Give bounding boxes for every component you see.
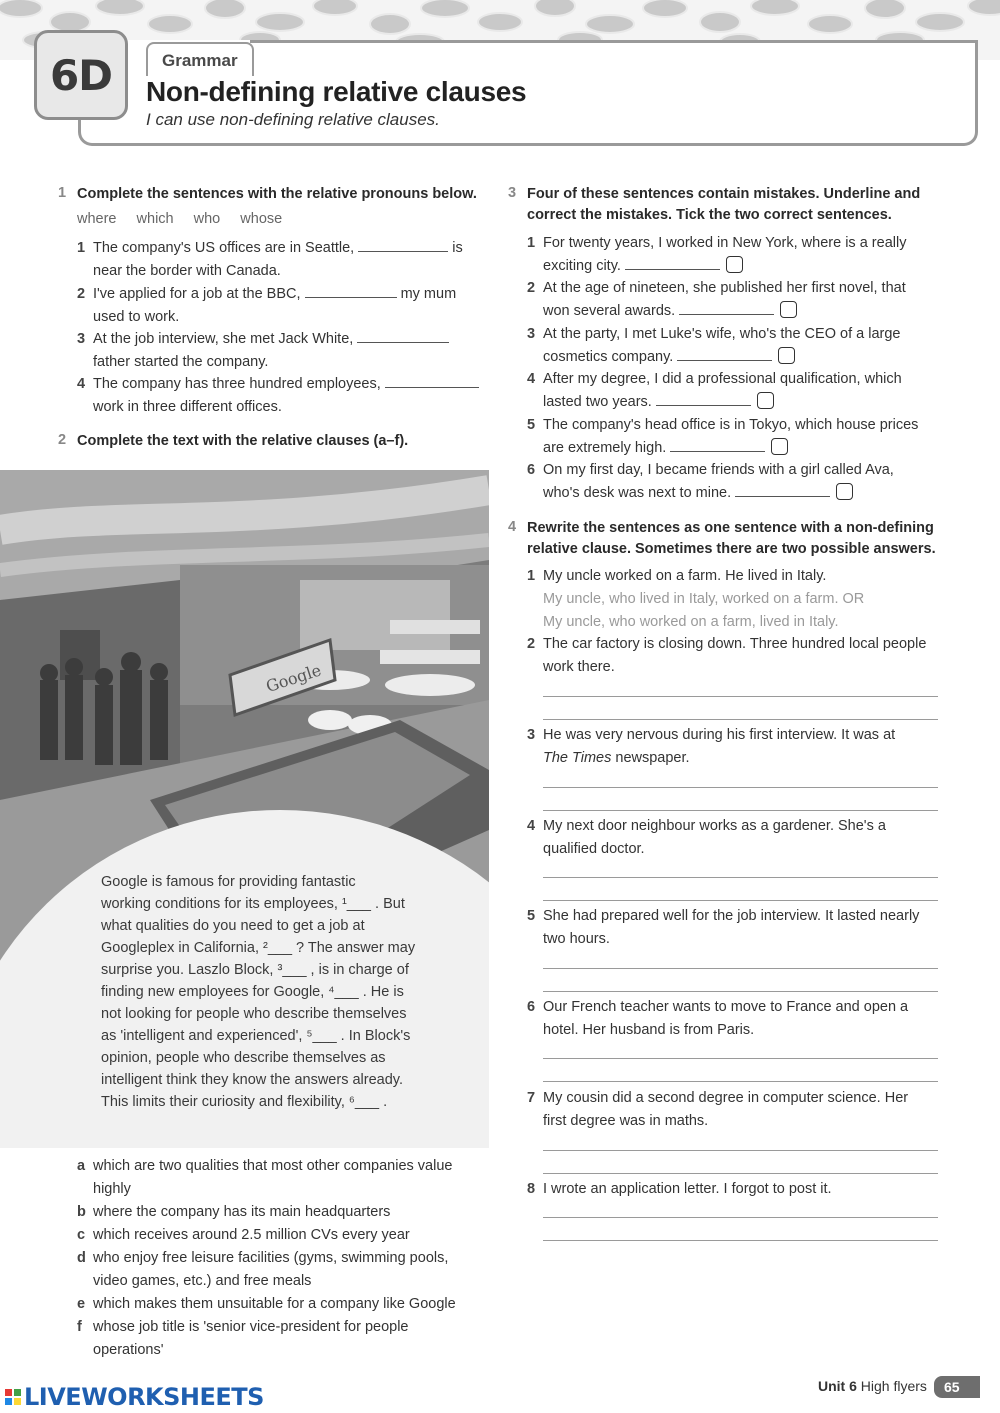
exercise-4-example bbox=[527, 565, 947, 634]
exercise-4-instruction bbox=[527, 518, 936, 560]
item-text: After my degree, I did a professional qualification, which bbox=[543, 371, 902, 387]
exercise-3-item bbox=[527, 277, 947, 323]
brand-name: LIVEWORKSHEETS bbox=[24, 1383, 264, 1411]
item-text: The car factory is closing down. Three hundred local people bbox=[543, 636, 927, 652]
answer-line[interactable] bbox=[543, 1081, 938, 1082]
exercise-3-item bbox=[527, 323, 947, 369]
reading-line: intelligent think they know the answers already. bbox=[101, 1072, 403, 1088]
item-number: 2 bbox=[77, 286, 86, 302]
item-text: exciting city. bbox=[543, 258, 621, 274]
item-number: 4 bbox=[77, 376, 86, 392]
exercise-4-item bbox=[527, 1087, 947, 1133]
answer-line[interactable] bbox=[543, 1150, 938, 1151]
reading-line: what qualities do you need to get a job at bbox=[101, 918, 365, 934]
answer-blank[interactable] bbox=[357, 329, 449, 343]
page-subtitle: I can use non-defining relative clauses. bbox=[146, 110, 440, 129]
item-text: He was very nervous during his first interview. It was at bbox=[543, 727, 896, 743]
answer-line[interactable] bbox=[543, 696, 938, 697]
exercise-4-item bbox=[527, 1178, 947, 1201]
item-text: For twenty years, I worked in New York, where is a really bbox=[543, 235, 907, 251]
header-frame-top bbox=[250, 40, 978, 43]
exercise-1-number: 1 bbox=[58, 185, 67, 201]
item-number: 4 bbox=[527, 818, 536, 834]
clause-option bbox=[77, 1293, 477, 1316]
answer-blank[interactable] bbox=[677, 347, 772, 361]
tick-box[interactable] bbox=[778, 347, 795, 364]
reading-line: Googleplex in California, ²___ ? The answer may bbox=[101, 940, 416, 956]
example-answer: My uncle, who worked on a farm, lived in Italy. bbox=[543, 614, 839, 630]
item-text: I wrote an application letter. I forgot to post it. bbox=[543, 1181, 832, 1197]
item-number: 2 bbox=[527, 280, 536, 296]
instruction-line: Four of these sentences contain mistakes. Underline and bbox=[527, 186, 921, 202]
item-text: work in three different offices. bbox=[93, 399, 282, 415]
clause-options bbox=[77, 1155, 477, 1362]
tick-box[interactable] bbox=[780, 301, 797, 318]
page-title: Non-defining relative clauses bbox=[146, 76, 527, 107]
exercise-4-item bbox=[527, 815, 947, 861]
tick-box[interactable] bbox=[726, 256, 743, 273]
exercise-1-item bbox=[77, 373, 491, 419]
unit-badge: 6D bbox=[34, 30, 128, 120]
option-text: which are two qualities that most other companies value highly bbox=[93, 1158, 453, 1197]
section-tab: Grammar bbox=[146, 42, 254, 76]
item-text: won several awards. bbox=[543, 303, 676, 319]
item-text: cosmetics company. bbox=[543, 349, 674, 365]
word-bank-item: where bbox=[77, 211, 117, 227]
clause-option bbox=[77, 1316, 477, 1362]
item-number: 1 bbox=[527, 568, 536, 584]
answer-line[interactable] bbox=[543, 900, 938, 901]
item-number: 8 bbox=[527, 1181, 536, 1197]
option-text: whose job title is 'senior vice-president for people operations' bbox=[93, 1319, 409, 1358]
option-letter: c bbox=[77, 1227, 86, 1243]
answer-line[interactable] bbox=[543, 787, 938, 788]
liveworksheets-brand[interactable] bbox=[5, 1383, 264, 1411]
item-text: work there. bbox=[543, 659, 615, 675]
option-letter: f bbox=[77, 1319, 82, 1335]
item-text: my mum bbox=[400, 286, 457, 302]
reading-line: as 'intelligent and experienced', ⁵___ . In Block's bbox=[101, 1028, 411, 1044]
item-text: On my first day, I became friends with a girl called Ava, bbox=[543, 462, 894, 478]
page-number: 65 bbox=[934, 1376, 980, 1398]
exercise-1-instruction: Complete the sentences with the relative pronouns below. bbox=[77, 186, 477, 202]
item-number: 3 bbox=[527, 727, 536, 743]
exercise-3-item bbox=[527, 232, 947, 278]
item-text: The company's head office is in Tokyo, which house prices bbox=[543, 417, 919, 433]
item-text: newspaper. bbox=[611, 750, 690, 766]
item-text-italic: The Times bbox=[543, 750, 612, 766]
answer-line[interactable] bbox=[543, 810, 938, 811]
answer-line[interactable] bbox=[543, 1058, 938, 1059]
item-text: near the border with Canada. bbox=[93, 263, 281, 279]
reading-text bbox=[101, 871, 461, 1113]
brand-logo-icon bbox=[5, 1389, 21, 1405]
exercise-2-instruction: Complete the text with the relative clauses (a–f). bbox=[77, 433, 409, 449]
exercise-3-number: 3 bbox=[508, 185, 517, 201]
exercise-1-item bbox=[77, 237, 487, 283]
item-number: 6 bbox=[527, 999, 536, 1015]
exercise-3-item bbox=[527, 368, 947, 414]
word-bank bbox=[77, 211, 296, 227]
item-number: 1 bbox=[527, 235, 536, 251]
item-number: 5 bbox=[527, 908, 536, 924]
option-text: who enjoy free leisure facilities (gyms, swimming pools, video games, etc.) and free meals bbox=[93, 1250, 449, 1289]
example-answer: My uncle, who lived in Italy, worked on a farm. OR bbox=[543, 591, 865, 607]
option-text: which makes them unsuitable for a company like Google bbox=[93, 1296, 456, 1312]
answer-line[interactable] bbox=[543, 991, 938, 992]
word-bank-item: who bbox=[193, 211, 221, 227]
answer-blank[interactable] bbox=[385, 374, 479, 388]
item-text: used to work. bbox=[93, 309, 180, 325]
google-sign-text: Google bbox=[263, 660, 324, 697]
answer-line[interactable] bbox=[543, 877, 938, 878]
clause-option bbox=[77, 1201, 477, 1224]
footer-unit-name: High flyers bbox=[860, 1378, 927, 1394]
item-number: 1 bbox=[77, 240, 86, 256]
item-text: My next door neighbour works as a gardener. She's a bbox=[543, 818, 886, 834]
exercise-3-item bbox=[527, 414, 947, 460]
answer-line[interactable] bbox=[543, 719, 938, 720]
exercise-2-number: 2 bbox=[58, 432, 67, 448]
answer-line[interactable] bbox=[543, 1217, 938, 1218]
reading-line: finding new employees for Google, ⁴___ . He is bbox=[101, 984, 404, 1000]
item-number: 5 bbox=[527, 417, 536, 433]
item-number: 7 bbox=[527, 1090, 536, 1106]
reading-line: opinion, people who describe themselves as bbox=[101, 1050, 386, 1066]
reading-line: surprise you. Laszlo Block, ³___ , is in charge of bbox=[101, 962, 409, 978]
instruction-line: correct the mistakes. Tick the two correct sentences. bbox=[527, 207, 892, 223]
footer-unit bbox=[818, 1378, 927, 1394]
tick-box[interactable] bbox=[757, 392, 774, 409]
word-bank-item: which bbox=[136, 211, 174, 227]
item-text: first degree was in maths. bbox=[543, 1113, 709, 1129]
answer-blank[interactable] bbox=[305, 284, 397, 298]
item-text: qualified doctor. bbox=[543, 841, 645, 857]
reading-line: This limits their curiosity and flexibility, ⁶___ . bbox=[101, 1094, 388, 1110]
reading-line: working conditions for its employees, ¹___ . But bbox=[101, 896, 405, 912]
exercise-4-item bbox=[527, 633, 947, 679]
item-text: She had prepared well for the job interview. It lasted nearly bbox=[543, 908, 920, 924]
item-text: At the job interview, she met Jack White, bbox=[93, 331, 354, 347]
item-text: two hours. bbox=[543, 931, 610, 947]
item-text: who's desk was next to mine. bbox=[543, 485, 732, 501]
item-number: 2 bbox=[527, 636, 536, 652]
tick-box[interactable] bbox=[771, 438, 788, 455]
option-letter: b bbox=[77, 1204, 86, 1220]
item-text: My cousin did a second degree in computer science. Her bbox=[543, 1090, 909, 1106]
item-text: My uncle worked on a farm. He lived in Italy. bbox=[543, 568, 827, 584]
item-number: 3 bbox=[527, 326, 536, 342]
item-text: is bbox=[452, 240, 463, 256]
exercise-4-item bbox=[527, 905, 947, 951]
exercise-1-item bbox=[77, 283, 487, 329]
item-text: The company has three hundred employees, bbox=[93, 376, 381, 392]
tick-box[interactable] bbox=[836, 483, 853, 500]
exercise-3-item bbox=[527, 459, 947, 505]
exercise-4-item bbox=[527, 724, 947, 770]
answer-blank[interactable] bbox=[670, 438, 765, 452]
instruction-line: relative clause. Sometimes there are two possible answers. bbox=[527, 541, 936, 557]
option-letter: a bbox=[77, 1158, 86, 1174]
answer-blank[interactable] bbox=[679, 301, 774, 315]
footer-unit-label: Unit 6 bbox=[818, 1378, 857, 1394]
option-letter: e bbox=[77, 1296, 86, 1312]
word-bank-item: whose bbox=[240, 211, 283, 227]
item-text: At the party, I met Luke's wife, who's the CEO of a large bbox=[543, 326, 901, 342]
answer-blank[interactable] bbox=[625, 256, 720, 270]
item-number: 3 bbox=[77, 331, 86, 347]
item-number: 6 bbox=[527, 462, 536, 478]
exercise-4-number: 4 bbox=[508, 519, 517, 535]
exercise-1-item bbox=[77, 328, 487, 374]
answer-blank[interactable] bbox=[358, 238, 448, 252]
reading-line: not looking for people who describe themselves bbox=[101, 1006, 407, 1022]
item-text: I've applied for a job at the BBC, bbox=[93, 286, 301, 302]
answer-line[interactable] bbox=[543, 1240, 938, 1241]
clause-option bbox=[77, 1155, 477, 1201]
option-text: where the company has its main headquarters bbox=[93, 1204, 391, 1220]
item-text: The company's US offices are in Seattle, bbox=[93, 240, 355, 256]
answer-blank[interactable] bbox=[735, 483, 830, 497]
clause-option bbox=[77, 1247, 477, 1293]
exercise-3-instruction bbox=[527, 184, 920, 226]
item-number: 4 bbox=[527, 371, 536, 387]
answer-blank[interactable] bbox=[656, 392, 751, 406]
answer-line[interactable] bbox=[543, 1173, 938, 1174]
item-text: Our French teacher wants to move to France and open a bbox=[543, 999, 909, 1015]
item-text: father started the company. bbox=[93, 354, 269, 370]
instruction-line: Rewrite the sentences as one sentence with a non-defining bbox=[527, 520, 934, 536]
option-letter: d bbox=[77, 1250, 86, 1266]
item-text: hotel. Her husband is from Paris. bbox=[543, 1022, 755, 1038]
item-text: are extremely high. bbox=[543, 440, 667, 456]
item-text: At the age of nineteen, she published her first novel, that bbox=[543, 280, 906, 296]
option-text: which receives around 2.5 million CVs every year bbox=[93, 1227, 410, 1243]
clause-option bbox=[77, 1224, 477, 1247]
answer-line[interactable] bbox=[543, 968, 938, 969]
reading-line: Google is famous for providing fantastic bbox=[101, 874, 356, 890]
exercise-4-item bbox=[527, 996, 947, 1042]
item-text: lasted two years. bbox=[543, 394, 652, 410]
